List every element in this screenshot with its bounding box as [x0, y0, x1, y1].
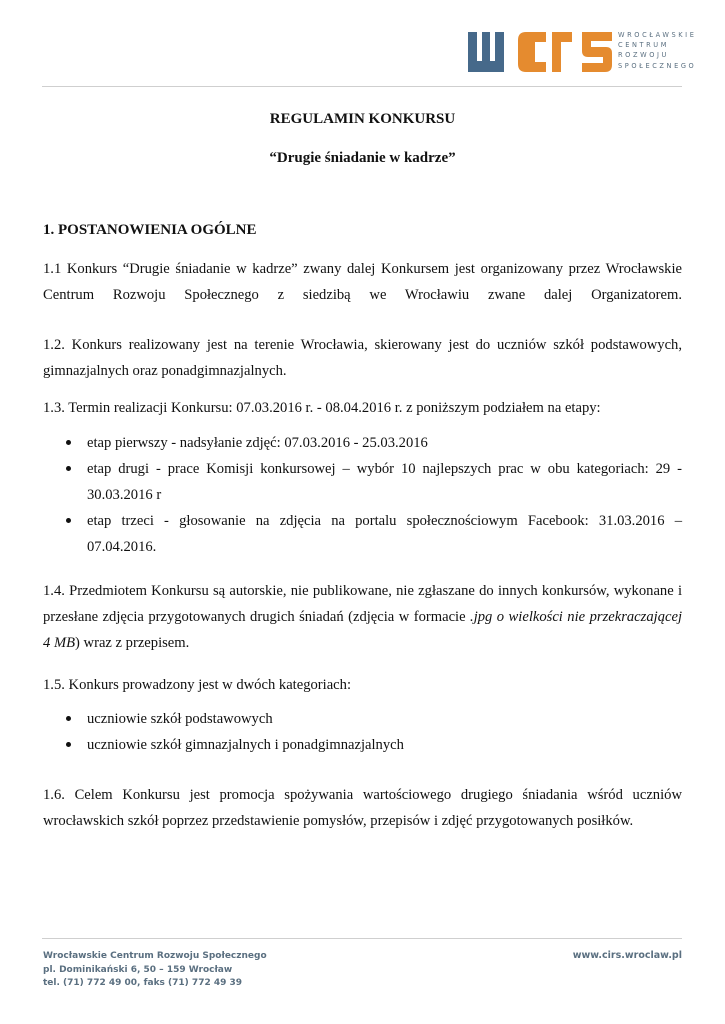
text-line: uczniowie szkół podstawowych: [87, 711, 273, 727]
paragraph-1-6: [43, 782, 682, 834]
categories-list: [43, 706, 682, 758]
footer-website-link[interactable]: www.cirs.wroclaw.pl: [572, 950, 682, 961]
paragraph-1-5: [43, 672, 682, 698]
list-item: [43, 706, 682, 732]
wcrs-logo: [468, 30, 697, 76]
footer-address: pl. Dominikański 6, 50 – 159 Wrocław: [43, 964, 233, 975]
text-line: 30.03.2016 r: [87, 487, 162, 503]
italic-text-segment: 4 MB: [43, 635, 76, 651]
text-line: [43, 604, 682, 630]
text-line: uczniowie szkół gimnazjalnych i ponadgimnazjalnych: [87, 737, 404, 753]
paragraph-1-1: [43, 256, 682, 308]
paragraph-1-4: [43, 578, 682, 656]
text-segment: przesłane zdjęcia przygotowanych drugich śniadań (zdjęcia w formacie: [43, 609, 471, 625]
list-item: [43, 430, 682, 456]
footer-contact: [43, 950, 267, 991]
footer-org-name: Wrocławskie Centrum Rozwoju Społecznego: [43, 951, 267, 961]
text-line: 1.4. Przedmiotem Konkursu są autorskie, nie publikowane, nie zgłaszane do innych konkursów, wykonane i: [43, 583, 682, 599]
list-item: [43, 508, 682, 560]
paragraph-1-2: [43, 332, 682, 384]
text-line: 1.5. Konkurs prowadzony jest w dwóch kategoriach:: [43, 677, 352, 693]
logo-subtitle-line: CENTRUM: [618, 41, 670, 50]
footer-divider: [42, 938, 682, 939]
text-line: etap trzeci - głosowanie na zdjęcia na portalu społecznościowym Facebook: 31.03.2016 –: [87, 513, 682, 529]
text-line: Centrum Rozwoju Społecznego z siedzibą we Wrocławiu zwane dalej Organizatorem.: [43, 287, 682, 303]
text-line: 07.04.2016.: [87, 539, 157, 555]
document-title: REGULAMIN KONKURSU: [269, 111, 456, 127]
footer-phone: tel. (71) 772 49 00, faks (71) 772 49 39: [43, 978, 243, 988]
logo-subtitle-line: WROCŁAWSKIE: [618, 31, 697, 39]
logo-subtitle-line: SPOŁECZNEGO: [618, 61, 697, 70]
text-line: [43, 630, 682, 656]
bullet-icon: [66, 716, 71, 721]
header-divider: [42, 86, 682, 87]
list-item: [43, 456, 682, 508]
wcrs-logo-mark: [468, 32, 613, 72]
text-line: wrocławskich szkół poprzez przedstawienie pomysłów, przepisów i zdjęć przygotowanych posiłków.: [43, 813, 634, 829]
list-item: [43, 732, 682, 758]
text-line: 1.2. Konkurs realizowany jest na terenie Wrocławia, skierowany jest do uczniów szkół podstawowych,: [43, 337, 682, 353]
stages-list: [43, 430, 682, 560]
text-line: 1.1 Konkurs “Drugie śniadanie w kadrze” zwany dalej Konkursem jest organizowany przez Wrocławskie: [43, 261, 682, 277]
wcrs-logo-subtitle: [618, 30, 697, 71]
paragraph-1-3: [43, 395, 682, 421]
text-line: etap drugi - prace Komisji konkursowej – wybór 10 najlepszych prac w obu kategoriach: 29 -: [87, 461, 682, 477]
text-segment: ) wraz z przepisem.: [75, 635, 190, 651]
bullet-icon: [66, 466, 71, 471]
logo-subtitle-line: ROZWOJU: [618, 51, 669, 60]
bullet-icon: [66, 742, 71, 747]
text-line: gimnazjalnych oraz ponadgimnazjalnych.: [43, 363, 287, 379]
text-line: 1.3. Termin realizacji Konkursu: 07.03.2016 r. - 08.04.2016 r. z poniższym podziałem na etapy:: [43, 400, 601, 416]
text-line: 1.6. Celem Konkursu jest promocja spożywania wartościowego drugiego śniadania wśród uczniów: [43, 787, 682, 803]
section-heading: 1. POSTANOWIENIA OGÓLNE: [43, 222, 257, 238]
italic-text-segment: .jpg o wielkości nie przekraczającej: [470, 609, 682, 625]
document-subtitle: “Drugie śniadanie w kadrze”: [269, 150, 456, 166]
text-line: etap pierwszy - nadsyłanie zdjęć: 07.03.2016 - 25.03.2016: [87, 435, 428, 451]
bullet-icon: [66, 518, 71, 523]
bullet-icon: [66, 440, 71, 445]
